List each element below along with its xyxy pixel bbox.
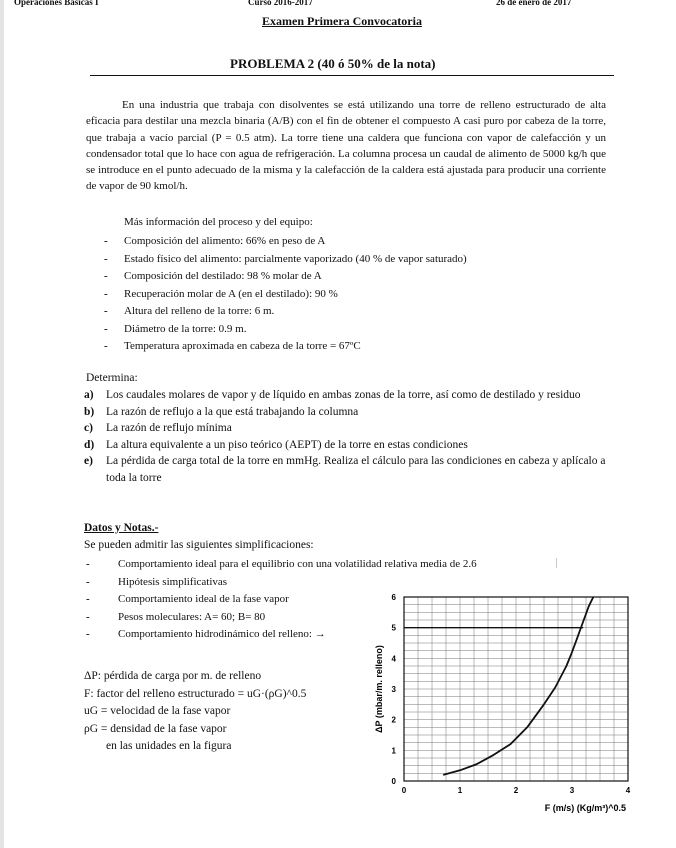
academic-year: Curso 2016-2017 [248,0,313,7]
x-tick-label: 2 [513,786,519,795]
question-item [84,387,608,404]
info-item: - Composición del alimento: 66% en peso de A [124,233,594,251]
y-axis-label: ΔP (mbar/m. relleno) [374,645,384,733]
note-delta-p: ΔP: pérdida de carga por m. de relleno [84,670,262,682]
question-text: La pérdida de carga total de la torre en mmHg. Realiza el cálculo para las condiciones en cabeza y aplícalo a toda la torre [106,455,606,484]
problem-title: PROBLEMA 2 (40 ó 50% de la nota) [230,56,436,71]
info-item: - Altura del relleno de la torre: 6 m. [124,303,594,321]
title-rule [90,75,614,76]
info-item: - Temperatura aproximada en cabeza de la torre = 67ºC [124,338,594,356]
simplification-item: - Comportamiento ideal de la fase vapor [118,591,578,609]
simplification-item: - Hipótesis simplificativas [118,574,578,592]
question-item [84,437,608,454]
note-ug: uG = velocidad de la fase vapor [84,705,231,717]
y-tick-label: 0 [391,777,396,786]
determina-heading: Determina: [86,372,138,384]
note-f-factor: F: factor del relleno estructurado = uG·(ρG)^0.5 [84,687,307,700]
question-text: La altura equivalente a un piso teórico (AEPT) de la torre en estas condiciones [106,438,468,451]
questions-list [84,387,608,486]
y-tick-label: 1 [391,746,396,756]
simplification-item: - Comportamiento ideal para el equilibrio con una volatilidad relativa media de 2.6 [118,556,578,574]
info-item: - Recuperación molar de A (en el destilado): 90 % [124,286,594,304]
series-line [443,597,593,775]
x-tick-label: 1 [457,786,463,795]
datos-subtitle: Se pueden admitir las siguientes simplificaciones: [84,539,314,551]
chart-svg [360,585,676,825]
question-item [84,404,608,421]
y-tick-label: 2 [391,715,396,725]
exam-date: 26 de enero de 2017 [496,0,572,7]
info-heading: Más información del proceso y del equipo: [124,216,313,228]
question-letter: a) [84,389,94,401]
y-tick-label: 4 [391,654,396,664]
question-letter: c) [84,422,93,434]
x-tick-label: 0 [401,786,407,795]
info-list [124,233,594,356]
info-item: - Diámetro de la torre: 0.9 m. [124,321,594,339]
y-tick-label: 5 [391,623,396,633]
x-tick-label: 4 [625,786,631,795]
simplification-item: - Comportamiento hidrodinámico del relleno: → [118,626,578,644]
question-item [84,453,608,486]
page-edge [0,0,4,848]
notes-block [84,668,344,756]
question-text: La razón de reflujo mínima [106,422,232,434]
question-item [84,420,608,437]
simplification-item: - Pesos moleculares: A= 60; B= 80 [118,609,578,627]
y-tick-label: 6 [391,593,396,602]
note-units: en las unidades en la figura [106,740,232,752]
exam-title: Examen Primera Convocatoria [262,14,422,28]
datos-title: Datos y Notas.- [84,522,159,534]
x-tick-label: 3 [569,786,575,795]
pressure-drop-chart [360,585,676,825]
question-letter: e) [84,455,93,467]
info-item: - Composición del destilado: 98 % molar de A [124,268,594,286]
info-item: - Estado físico del alimento: parcialmente vaporizado (40 % de vapor saturado) [124,251,594,269]
question-text: Los caudales molares de vapor y de líquido en ambas zonas de la torre, así como de destilado y residuo [106,389,581,401]
note-rho: ρG = densidad de la fase vapor [84,722,227,735]
margin-mark [556,558,561,568]
question-letter: d) [84,438,95,451]
intro-paragraph: En una industria que trabaja con disolventes se está utilizando una torre de relleno estructurado de alta eficacia para destilar una mezcla binaria (A/B) con el fin de obtener el compuesto A casi puro por cabeza de la torre, que trabaja a vacío parcial (P = 0.5 atm). La torre tiene una caldera que funciona con vapor de calefacción y un condensador total que lo hace con agua de refrigeración. La columna procesa un caudal de alimento de 5000 kg/h que se introduce en el punto adecuado de la misma y la calefacción de la caldera está ajustada para producir una corriente de vapor de 90 kmol/h. [86,99,606,193]
question-text: La razón de reflujo a la que está trabajando la columna [106,405,359,418]
x-axis-label: F (m/s) (Kg/m³)^0.5 [544,803,626,813]
page-header [14,0,676,11]
question-letter: b) [84,405,95,418]
course-name: Operaciones Básicas I [14,0,99,7]
y-tick-label: 3 [391,685,396,694]
